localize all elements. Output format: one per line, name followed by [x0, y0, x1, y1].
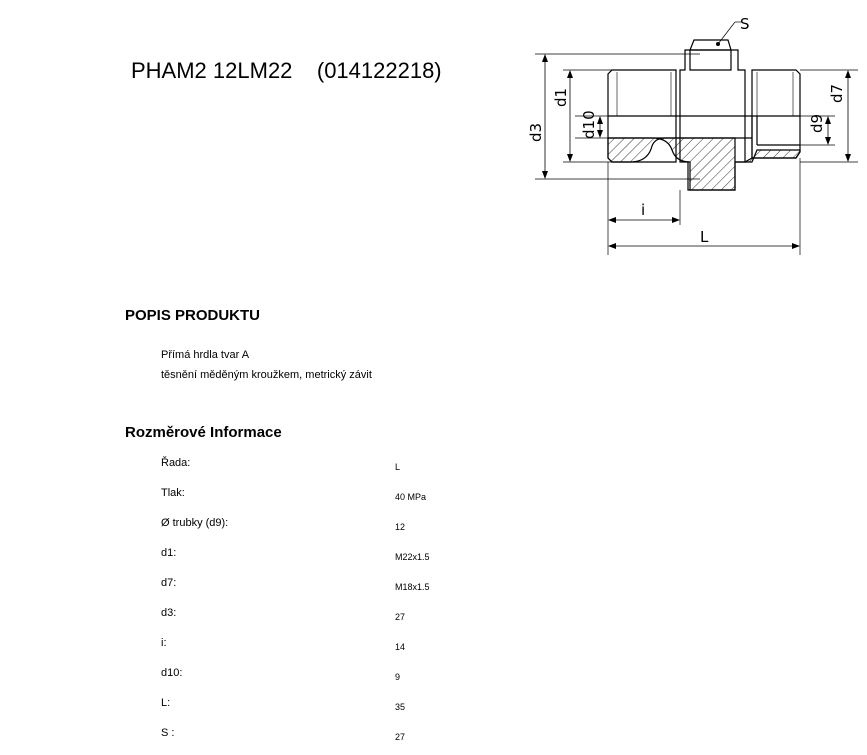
dimension-value: L: [395, 462, 401, 472]
dimension-label: i:: [161, 637, 167, 649]
dimension-value: 9: [395, 672, 401, 682]
product-description-line: těsnění měděným kroužkem, metrický závit: [161, 369, 372, 381]
dimension-label: Tlak:: [161, 487, 185, 499]
dimension-value: 35: [395, 702, 406, 712]
dimension-label: d7:: [161, 577, 177, 589]
dim-label-s: S: [740, 15, 750, 33]
dimension-label: Ø trubky (d9):: [161, 517, 229, 529]
dimension-value: 14: [395, 642, 406, 652]
product-title: PHAM2 12LM22 (014122218): [131, 58, 442, 83]
dimension-value: 40 MPa: [395, 492, 427, 502]
dimension-value: 27: [395, 612, 406, 622]
dimension-value: 27: [395, 732, 406, 742]
dimension-label: d10:: [161, 667, 183, 679]
dim-label-i: i: [641, 201, 646, 219]
dim-label-d10: d10: [580, 110, 598, 139]
dim-label-d1: d1: [552, 87, 570, 107]
dimension-value: M22x1.5: [395, 552, 430, 562]
dimension-label: L:: [161, 697, 171, 709]
dimension-value: 12: [395, 522, 406, 532]
dimensions-heading: Rozměrové Informace: [125, 424, 282, 441]
dimension-label: S :: [161, 727, 175, 739]
fitting-technical-drawing: [520, 10, 865, 260]
dimension-label: d3:: [161, 607, 177, 619]
dimension-value: M18x1.5: [395, 582, 430, 592]
dim-label-d9: d9: [808, 113, 826, 133]
dimension-label: d1:: [161, 547, 177, 559]
dim-label-l: L: [700, 228, 709, 246]
dimension-label: Řada:: [161, 457, 191, 469]
product-description-line: Přímá hrdla tvar A: [161, 349, 250, 361]
dim-label-d3: d3: [527, 122, 545, 142]
dim-label-d7: d7: [828, 83, 846, 103]
product-description-heading: POPIS PRODUKTU: [125, 307, 261, 324]
